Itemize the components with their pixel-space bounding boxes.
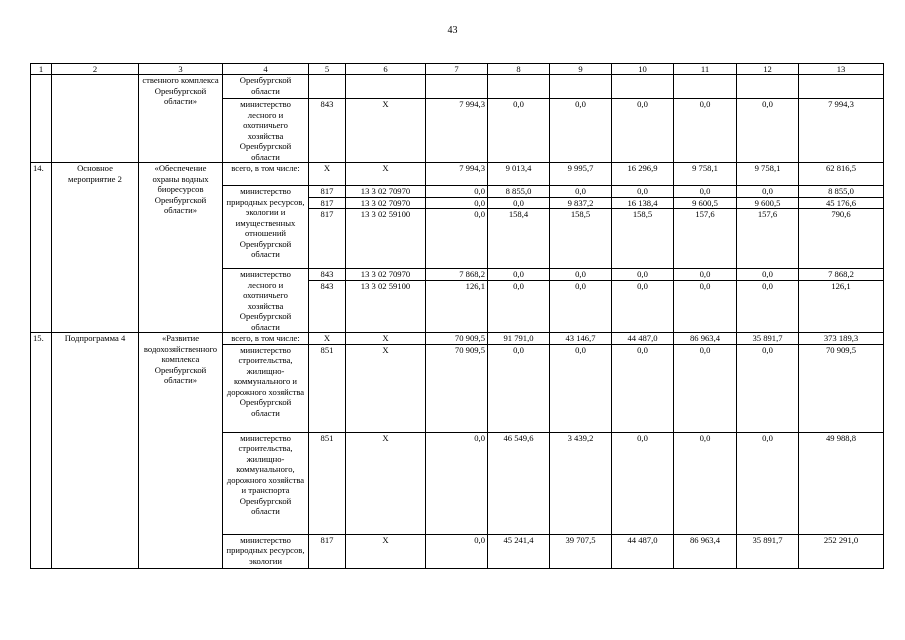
cell-kbk: 13 3 02 59100 <box>346 280 426 332</box>
column-header: 11 <box>674 64 737 75</box>
cell-value: 86 963,4 <box>674 534 737 568</box>
cell-grbs: 817 <box>309 534 346 568</box>
cell-grbs: 817 <box>309 197 346 209</box>
cell-value: 16 138,4 <box>612 197 674 209</box>
executor-cell: министерство строительства, жилищно-коммунального, дорожного хозяйства и транспорта Оренбургской области <box>223 432 309 534</box>
status-cell <box>52 75 139 163</box>
cell-value: 16 296,9 <box>612 163 674 186</box>
executor-cell: министерство лесного и охотничьего хозяйства Оренбургской области <box>223 269 309 333</box>
column-header: 10 <box>612 64 674 75</box>
cell-grbs: 843 <box>309 280 346 332</box>
cell-grbs: 851 <box>309 432 346 534</box>
cell-value: 0,0 <box>674 280 737 332</box>
cell-value: 9 758,1 <box>674 163 737 186</box>
cell-value: 70 909,5 <box>426 333 488 345</box>
cell-value: 0,0 <box>737 269 799 281</box>
cell-value: 126,1 <box>426 280 488 332</box>
cell-value: 8 855,0 <box>488 186 550 198</box>
cell-kbk: 13 3 02 70970 <box>346 197 426 209</box>
status-cell: Подпрограмма 4 <box>52 333 139 569</box>
program-name-cell: ственного комплекса Оренбургской области» <box>139 75 223 163</box>
cell-value: 44 487,0 <box>612 333 674 345</box>
column-header: 3 <box>139 64 223 75</box>
cell-value: 7 868,2 <box>426 269 488 281</box>
executor-cell: всего, в том числе: <box>223 163 309 186</box>
cell-kbk: 13 3 02 70970 <box>346 269 426 281</box>
cell-grbs: 843 <box>309 99 346 163</box>
cell-value: 62 816,5 <box>799 163 884 186</box>
cell-value: 70 909,5 <box>799 344 884 432</box>
cell-grbs: X <box>309 163 346 186</box>
cell-value: 0,0 <box>488 344 550 432</box>
cell-value: 9 013,4 <box>488 163 550 186</box>
row-number-cell: 14. <box>31 163 52 333</box>
column-header: 6 <box>346 64 426 75</box>
cell-value: 70 909,5 <box>426 344 488 432</box>
cell-value: 0,0 <box>737 432 799 534</box>
cell-value: 7 994,3 <box>426 99 488 163</box>
cell-kbk: 13 3 02 59100 <box>346 209 426 269</box>
cell-value: 790,6 <box>799 209 884 269</box>
cell-value: 0,0 <box>674 344 737 432</box>
cell-value: 0,0 <box>674 186 737 198</box>
cell-value: 43 146,7 <box>550 333 612 345</box>
cell-value: 0,0 <box>674 99 737 163</box>
executor-cell: министерство природных ресурсов, экологии и имущественных отношений Оренбургской области <box>223 186 309 269</box>
program-name-cell: «Обеспечение охраны водных биоресурсов Оренбургской области» <box>139 163 223 333</box>
column-header: 2 <box>52 64 139 75</box>
cell-value: 9 600,5 <box>674 197 737 209</box>
cell-value: 45 176,6 <box>799 197 884 209</box>
cell-value: 44 487,0 <box>612 534 674 568</box>
column-header: 1 <box>31 64 52 75</box>
cell-value: 0,0 <box>426 209 488 269</box>
column-number-row <box>31 64 884 75</box>
cell-value: 0,0 <box>737 186 799 198</box>
cell-value: 8 855,0 <box>799 186 884 198</box>
table-row <box>31 333 884 345</box>
cell-value: 9 837,2 <box>550 197 612 209</box>
cell-kbk: X <box>346 432 426 534</box>
status-cell: Основное мероприятие 2 <box>52 163 139 333</box>
column-header: 4 <box>223 64 309 75</box>
page-number: 43 <box>447 25 458 36</box>
cell-value: 0,0 <box>674 432 737 534</box>
cell-value: 35 891,7 <box>737 534 799 568</box>
cell-value: 0,0 <box>612 99 674 163</box>
cell-kbk: X <box>346 99 426 163</box>
column-header: 8 <box>488 64 550 75</box>
cell-value: 0,0 <box>488 197 550 209</box>
cell-value: 158,4 <box>488 209 550 269</box>
cell-value: 0,0 <box>550 280 612 332</box>
cell-grbs: 817 <box>309 186 346 198</box>
column-header: 5 <box>309 64 346 75</box>
cell-kbk: X <box>346 163 426 186</box>
column-header: 7 <box>426 64 488 75</box>
cell-value: 0,0 <box>426 432 488 534</box>
cell-value: 0,0 <box>488 99 550 163</box>
cell-value: 46 549,6 <box>488 432 550 534</box>
program-name-cell: «Развитие водохозяйственного комплекса Оренбургской области» <box>139 333 223 569</box>
cell-value: 0,0 <box>488 280 550 332</box>
cell-value: 86 963,4 <box>674 333 737 345</box>
cell-value: 0,0 <box>550 344 612 432</box>
row-number-cell: 15. <box>31 333 52 569</box>
cell-value: 0,0 <box>426 197 488 209</box>
cell-value: 0,0 <box>612 344 674 432</box>
cell-grbs: X <box>309 333 346 345</box>
table-row <box>31 75 884 99</box>
table-row <box>31 163 884 186</box>
cell-kbk: X <box>346 344 426 432</box>
cell-value: 0,0 <box>488 269 550 281</box>
cell-kbk: X <box>346 333 426 345</box>
cell-value: 157,6 <box>674 209 737 269</box>
cell-value: 0,0 <box>612 186 674 198</box>
cell-value: 0,0 <box>737 99 799 163</box>
executor-cell: министерство строительства, жилищно-коммунального и дорожного хозяйства Оренбургской области <box>223 344 309 432</box>
executor-cell: Оренбургской области <box>223 75 309 99</box>
cell-value: 373 189,3 <box>799 333 884 345</box>
cell-kbk: X <box>346 534 426 568</box>
cell-value: 45 241,4 <box>488 534 550 568</box>
cell-grbs: 843 <box>309 269 346 281</box>
cell-value: 7 994,3 <box>799 99 884 163</box>
column-header: 13 <box>799 64 884 75</box>
column-header: 9 <box>550 64 612 75</box>
budget-table <box>30 63 884 569</box>
row-number-cell <box>31 75 52 163</box>
cell-value: 39 707,5 <box>550 534 612 568</box>
executor-cell: всего, в том числе: <box>223 333 309 345</box>
cell-value: 0,0 <box>550 186 612 198</box>
cell-value: 9 758,1 <box>737 163 799 186</box>
cell-value: 0,0 <box>550 269 612 281</box>
executor-cell: министерство лесного и охотничьего хозяйства Оренбургской области <box>223 99 309 163</box>
cell-value: 49 988,8 <box>799 432 884 534</box>
cell-value: 0,0 <box>737 280 799 332</box>
cell-value: 9 600,5 <box>737 197 799 209</box>
cell-value: 7 994,3 <box>426 163 488 186</box>
cell-value: 91 791,0 <box>488 333 550 345</box>
cell-value: 0,0 <box>612 269 674 281</box>
cell-value: 0,0 <box>737 344 799 432</box>
cell-value: 0,0 <box>426 534 488 568</box>
cell-value: 9 995,7 <box>550 163 612 186</box>
executor-cell: министерство природных ресурсов, экологии <box>223 534 309 568</box>
cell-kbk: 13 3 02 70970 <box>346 186 426 198</box>
column-header: 12 <box>737 64 799 75</box>
cell-value: 0,0 <box>674 269 737 281</box>
cell-value: 157,6 <box>737 209 799 269</box>
cell-grbs: 817 <box>309 209 346 269</box>
cell-value: 35 891,7 <box>737 333 799 345</box>
cell-value: 3 439,2 <box>550 432 612 534</box>
cell-value: 7 868,2 <box>799 269 884 281</box>
cell-value: 158,5 <box>612 209 674 269</box>
cell-value: 126,1 <box>799 280 884 332</box>
cell-value: 0,0 <box>550 99 612 163</box>
cell-value: 158,5 <box>550 209 612 269</box>
cell-grbs: 851 <box>309 344 346 432</box>
cell-value: 252 291,0 <box>799 534 884 568</box>
cell-value: 0,0 <box>426 186 488 198</box>
cell-value: 0,0 <box>612 432 674 534</box>
cell-value: 0,0 <box>612 280 674 332</box>
